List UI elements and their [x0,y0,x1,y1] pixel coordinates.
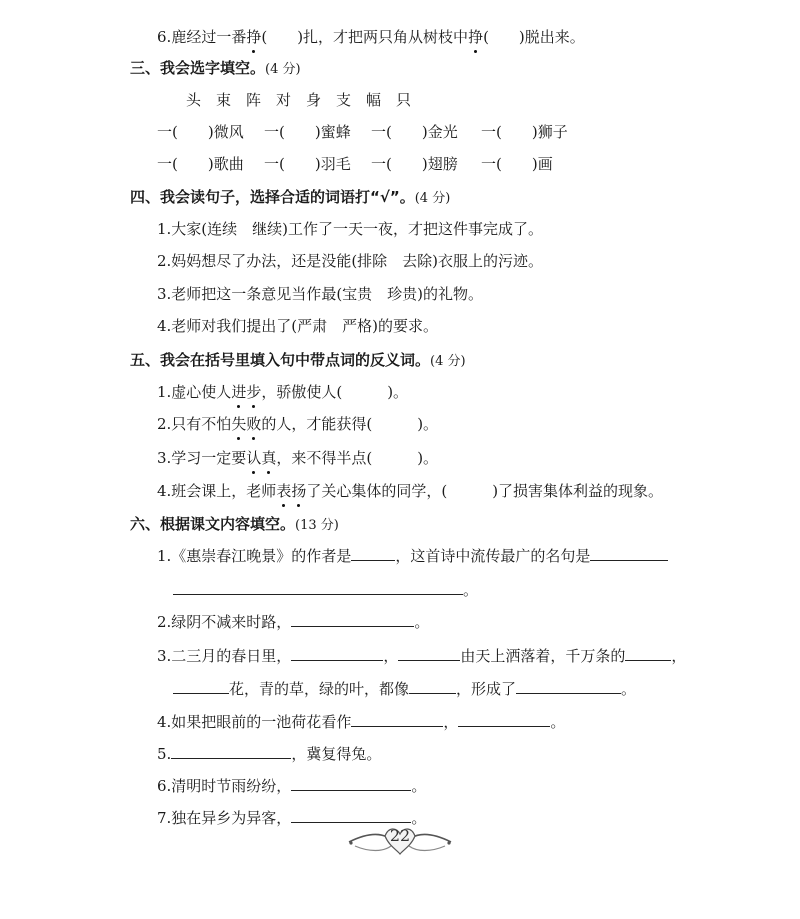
text: ， [383,647,399,665]
choice-char: 阵 [246,91,262,109]
text: 。 [463,581,479,599]
fill-item: 一( )翅膀 [371,155,458,173]
answer-blank[interactable] [291,808,411,823]
sec6-item-5 [157,744,381,764]
fill-item: 一( )蜜蜂 [264,123,351,141]
sec6-item-3-cont [173,679,636,699]
sec4-item-2: 2.妈妈想尽了办法，还是没能(排除 去除)衣服上的污迹。 [157,252,544,270]
section-title-text: 三、我会选字填空。 [130,59,266,77]
sec5-item-3 [157,448,438,468]
text: 。 [414,613,430,631]
answer-blank[interactable] [291,646,383,661]
text: 4.如果把眼前的一池荷花看作 [157,713,352,731]
sec5-item-4 [157,481,663,501]
dotted-char: 表 [276,482,292,500]
text: ( )脱出来。 [483,28,585,46]
choice-char: 只 [396,91,412,109]
text: 1.《惠崇春江晚景》的作者是 [157,547,352,565]
dotted-char: 败 [246,415,262,433]
choice-char: 对 [276,91,292,109]
sec4-item-4: 4.老师对我们提出了(严肃 严格)的要求。 [157,317,439,335]
text: 的人，才能获得( )。 [261,415,439,433]
section-6-title [130,514,339,536]
text: 。 [411,809,427,827]
answer-blank[interactable] [351,546,395,561]
text: 6.清明时节雨纷纷， [157,777,292,795]
text: 2.绿阴不减来时路， [157,613,292,631]
answer-blank[interactable] [398,646,460,661]
section-5-title [130,350,466,372]
page-number: 22 [389,826,411,845]
dotted-char: 步 [246,383,262,401]
fill-row-1 [157,122,568,142]
text: ， [443,713,459,731]
char-choices [186,90,426,110]
text: 5. [157,745,172,763]
text: 4.班会课上，老师 [157,482,277,500]
section-3-title [130,58,301,80]
answer-blank[interactable] [409,679,456,694]
answer-blank[interactable] [625,646,671,661]
sec4-item-1: 1.大家(连续 继续)工作了一天一夜，才把这件事完成了。 [157,220,544,238]
text: 7.独在异乡为异客， [157,809,292,827]
section-points: (4 分) [414,191,451,206]
text: 2.只有不怕 [157,415,232,433]
sec5-item-1 [157,382,408,402]
page-number-ornament [345,822,455,862]
text: 由天上洒落着，千万条的 [460,647,626,665]
section-title-text: 六、根据课文内容填空。 [130,515,296,533]
dotted-char: 真 [261,449,277,467]
sec6-item-2 [157,612,429,632]
dotted-char: 失 [231,415,247,433]
choice-char: 头 [186,91,202,109]
fill-item: 一( )歌曲 [157,155,244,173]
dotted-char: 认 [246,449,262,467]
sec6-item-1 [157,546,668,566]
answer-blank[interactable] [351,712,443,727]
answer-blank[interactable] [590,546,668,561]
answer-blank[interactable] [173,679,229,694]
text: 。 [411,777,427,795]
fill-item: 一( )狮子 [481,123,568,141]
sec6-item-4 [157,712,565,732]
section-title-text: 五、我会在括号里填入句中带点词的反义词。 [130,351,431,369]
text: ， [671,647,687,665]
text: 花，青的草，绿的叶，都像 [229,680,410,698]
section-points: (13 分) [295,518,339,533]
choice-char: 束 [216,91,232,109]
choice-char: 身 [306,91,322,109]
text: ，骄傲使人( )。 [261,383,409,401]
fill-item: 一( )金光 [371,123,458,141]
answer-blank[interactable] [291,612,414,627]
fill-item: 一( )微风 [157,123,244,141]
section-4-title [130,187,450,209]
choice-char: 支 [336,91,352,109]
answer-blank[interactable] [291,776,411,791]
fill-row-2 [157,154,553,174]
question-6-line [157,27,585,47]
sec6-item-6 [157,776,426,796]
text: ，来不得半点( )。 [276,449,439,467]
text: 3.学习一定要 [157,449,247,467]
text: ，冀复得兔。 [291,745,382,763]
sec5-item-2 [157,414,438,434]
text: 1.虚心使人 [157,383,232,401]
fill-item: 一( )羽毛 [264,155,351,173]
dotted-char: 挣 [468,28,484,46]
section-title-text: 四、我会读句子，选择合适的词语打“√”。 [130,188,415,206]
answer-blank[interactable] [458,712,550,727]
text: 。 [550,713,566,731]
fill-item: 一( )画 [481,155,553,173]
text: 3.二三月的春日里， [157,647,292,665]
text: ，这首诗中流传最广的名句是 [395,547,591,565]
section-points: (4 分) [265,62,301,77]
text: ( )扎，才把两只角从树枝中 [261,28,469,46]
text: ，形成了 [456,680,517,698]
choice-char: 幅 [366,91,382,109]
sec6-item-3 [157,646,686,666]
section-points: (4 分) [430,354,466,369]
sec6-item-1-cont [173,580,478,600]
q-num: 6. [157,28,172,46]
dotted-char: 扬 [291,482,307,500]
text: 鹿经过一番 [171,28,247,46]
dotted-char: 进 [231,383,247,401]
answer-blank[interactable] [173,580,463,595]
text: 。 [621,680,637,698]
dotted-char: 挣 [246,28,262,46]
sec4-item-3: 3.老师把这一条意见当作最(宝贵 珍贵)的礼物。 [157,285,484,303]
text: 了关心集体的同学，( )了损害集体利益的现象。 [306,482,664,500]
answer-blank[interactable] [516,679,621,694]
answer-blank[interactable] [171,744,291,759]
